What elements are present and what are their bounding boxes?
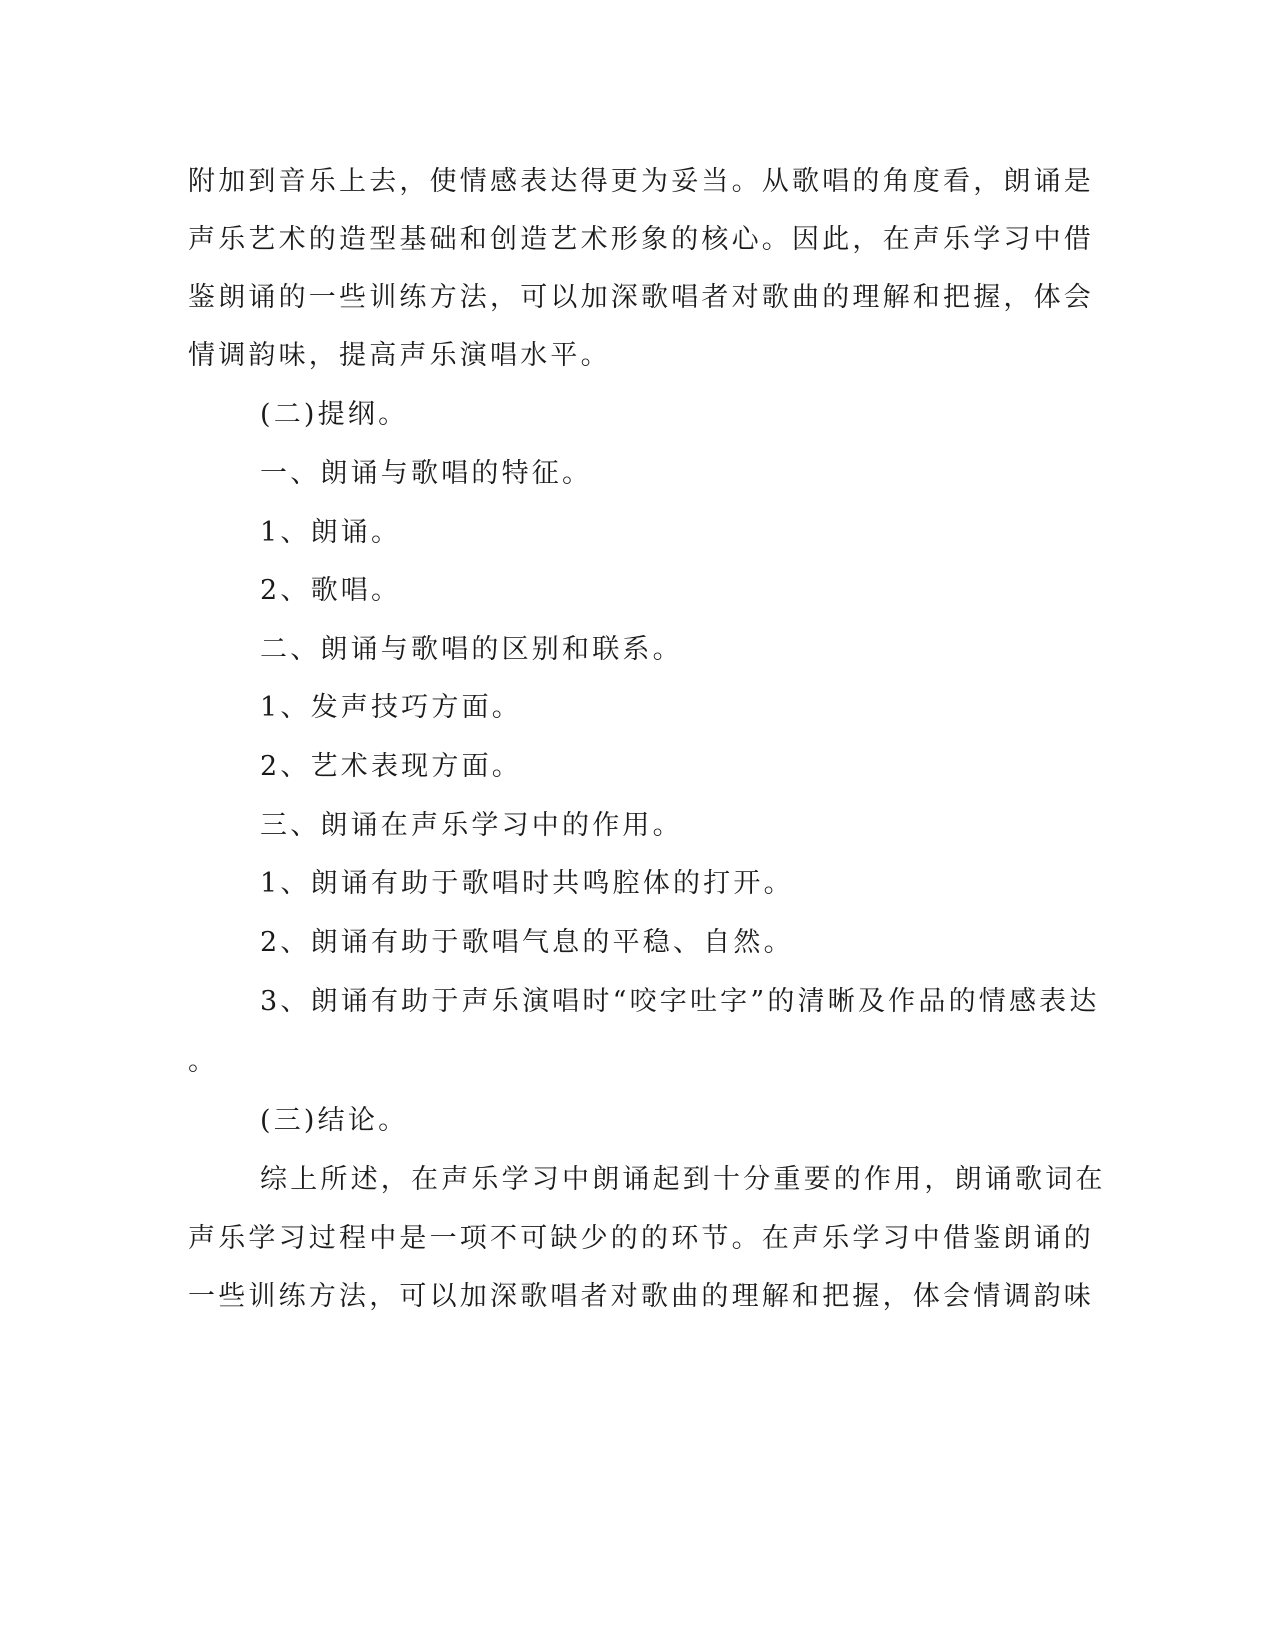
intro-paragraph-line: 情调韵味，提高声乐演唱水平。 [188, 340, 611, 371]
conclusion-paragraph-line: 声乐学习过程中是一项不可缺少的的环节。在声乐学习中借鉴朗诵的 [188, 1223, 1094, 1254]
outline-item: 二、朗诵与歌唱的区别和联系。 [260, 634, 683, 665]
outline-item: 一、朗诵与歌唱的特征。 [260, 458, 593, 489]
intro-paragraph-line: 鉴朗诵的一些训练方法，可以加深歌唱者对歌曲的理解和把握，体会 [188, 282, 1094, 313]
outline-item: 1、朗诵。 [260, 517, 402, 548]
conclusion-paragraph-line: 一些训练方法，可以加深歌唱者对歌曲的理解和把握，体会情调韵味 [188, 1281, 1094, 1312]
outline-item: 2、朗诵有助于歌唱气息的平稳、自然。 [260, 927, 794, 958]
conclusion-heading: (三)结论。 [260, 1105, 409, 1136]
outline-item: 2、歌唱。 [260, 575, 402, 606]
outline-item: 2、艺术表现方面。 [260, 751, 522, 782]
outline-heading: (二)提纲。 [260, 399, 409, 430]
intro-paragraph-line: 声乐艺术的造型基础和创造艺术形象的核心。因此，在声乐学习中借 [188, 224, 1094, 255]
outline-item: 1、发声技巧方面。 [260, 692, 522, 723]
outline-item: 1、朗诵有助于歌唱时共鸣腔体的打开。 [260, 868, 794, 899]
intro-paragraph-line: 附加到音乐上去，使情感表达得更为妥当。从歌唱的角度看，朗诵是 [188, 166, 1094, 197]
outline-item-tail: 。 [188, 1046, 219, 1077]
conclusion-paragraph-line: 综上所述，在声乐学习中朗诵起到十分重要的作用，朗诵歌词在 [260, 1164, 1106, 1195]
outline-item: 3、朗诵有助于声乐演唱时“咬字吐字”的清晰及作品的情感表达 [260, 986, 1100, 1017]
outline-item: 三、朗诵在声乐学习中的作用。 [260, 810, 683, 841]
